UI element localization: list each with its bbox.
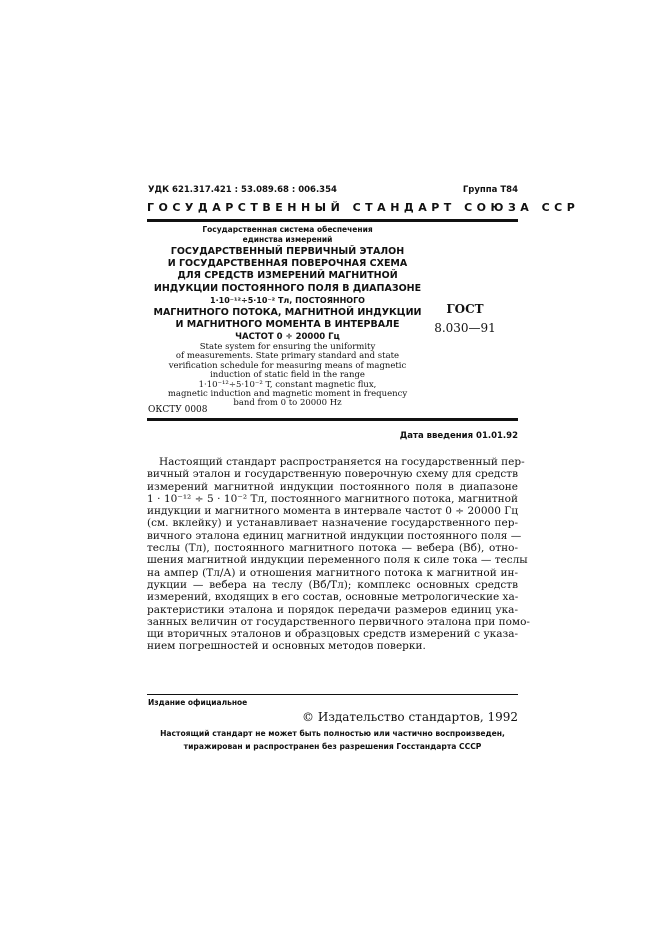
body-line: 1 · 10⁻¹² ÷ 5 · 10⁻² Тл, постоянного магнитного потока, магнитной [147, 492, 518, 505]
english-line: band from 0 to 20000 Hz [233, 398, 342, 409]
english-line: 1·10⁻¹²÷5·10⁻² T, constant magnetic flux, [198, 379, 377, 390]
official-edition: Издание официальное [148, 698, 248, 707]
udk-code: УДК 621.317.421 : 53.089.68 : 006.354 [148, 185, 337, 195]
title-line: МАГНИТНОГО ПОТОКА, МАГНИТНОЙ ИНДУКЦИИ [153, 307, 422, 319]
english-line: State system for ensuring the uniformity [199, 342, 376, 352]
title-line: ИНДУКЦИИ ПОСТОЯННОГО ПОЛЯ В ДИАПАЗОНЕ [153, 282, 422, 294]
standard-heading: ГОСУДАРСТВЕННЫЙ СТАНДАРТ СОЮЗА ССР [147, 201, 580, 214]
title-line: ГОСУДАРСТВЕННЫЙ ПЕРВИЧНЫЙ ЭТАЛОН [170, 246, 405, 257]
notice-line: Настоящий стандарт не может быть полностью или частично воспроизведен, [160, 729, 505, 738]
body-line: шения магнитной индукции переменного поля к силе тока — теслы [147, 554, 528, 567]
group-code: Группа Т84 [462, 185, 518, 195]
body-line: рактеристики эталона и порядок передачи размеров единиц ука- [147, 603, 518, 616]
okstu-code: ОКСТУ 0008 [148, 405, 208, 415]
gost-label: ГОСТ [446, 302, 484, 316]
body-line: дукции — вебера на теслу (Вб/Тл); комплекс основных средств [147, 578, 518, 591]
body-line: (см. вклейку) и устанавливает назначение государственного пер- [147, 517, 518, 530]
body-line: вичного эталона единиц магнитной индукции постоянного поля — [147, 529, 522, 542]
system-line: единства измерений [242, 235, 333, 244]
effective-date: Дата введения 01.01.92 [399, 431, 518, 441]
body-line: Настоящий стандарт распространяется на государственный пер- [159, 456, 525, 468]
notice-line: тиражирован и распространен без разрешения Госстандарта СССР [183, 742, 482, 751]
reproduction-notice [147, 727, 518, 753]
body-line: вичный эталон и государственную поверочную схему для средств [147, 468, 518, 481]
gost-number: 8.030—91 [434, 321, 496, 335]
title-bottom-rule [147, 418, 518, 421]
header-rule [147, 219, 518, 222]
body-line: нием погрешностей и основных методов поверки. [147, 640, 426, 653]
english-title [150, 343, 425, 409]
body-line: занных величин от государственного первичного эталона при помо- [147, 615, 530, 628]
system-subtitle [150, 225, 425, 245]
english-line: magnetic induction and magnetic moment in frequency [167, 389, 408, 400]
title-line: ДЛЯ СРЕДСТВ ИЗМЕРЕНИЙ МАГНИТНОЙ [177, 270, 398, 282]
body-line: измерений магнитной индукции постоянного поля в диапазоне [147, 480, 518, 493]
body-line: на ампер (Тл/А) и отношения магнитного потока к магнитной ин- [147, 566, 518, 579]
title-line: И МАГНИТНОГО МОМЕНТА В ИНТЕРВАЛЕ [175, 319, 400, 331]
system-line: Государственная система обеспечения [202, 225, 373, 234]
title-line: И ГОСУДАРСТВЕННАЯ ПОВЕРОЧНАЯ СХЕМА [167, 258, 408, 270]
body-line: измерений, входящих в его состав, основные метрологические ха- [147, 591, 519, 604]
english-line: of measurements. State primary standard and state [175, 351, 400, 362]
copyright: © Издательство стандартов, 1992 [302, 710, 518, 724]
english-line: induction of static field in the range [210, 370, 365, 381]
body-line: щи вторичных эталонов и образцовых средств измерений с указа- [147, 628, 518, 641]
title-line: ЧАСТОТ 0 ÷ 20000 Гц [235, 332, 340, 343]
document-title [150, 246, 425, 344]
body-line: теслы (Тл), постоянного магнитного потока — вебера (Вб), отно- [147, 542, 518, 555]
english-line: verification schedule for measuring means of magnetic [168, 360, 407, 371]
title-line: 1·10⁻¹²÷5·10⁻² Тл, ПОСТОЯННОГО [210, 295, 365, 305]
body-paragraph [147, 456, 530, 653]
body-line: индукции и магнитного момента в интервале частот 0 ÷ 20000 Гц [147, 505, 518, 518]
footer-rule [147, 694, 518, 695]
